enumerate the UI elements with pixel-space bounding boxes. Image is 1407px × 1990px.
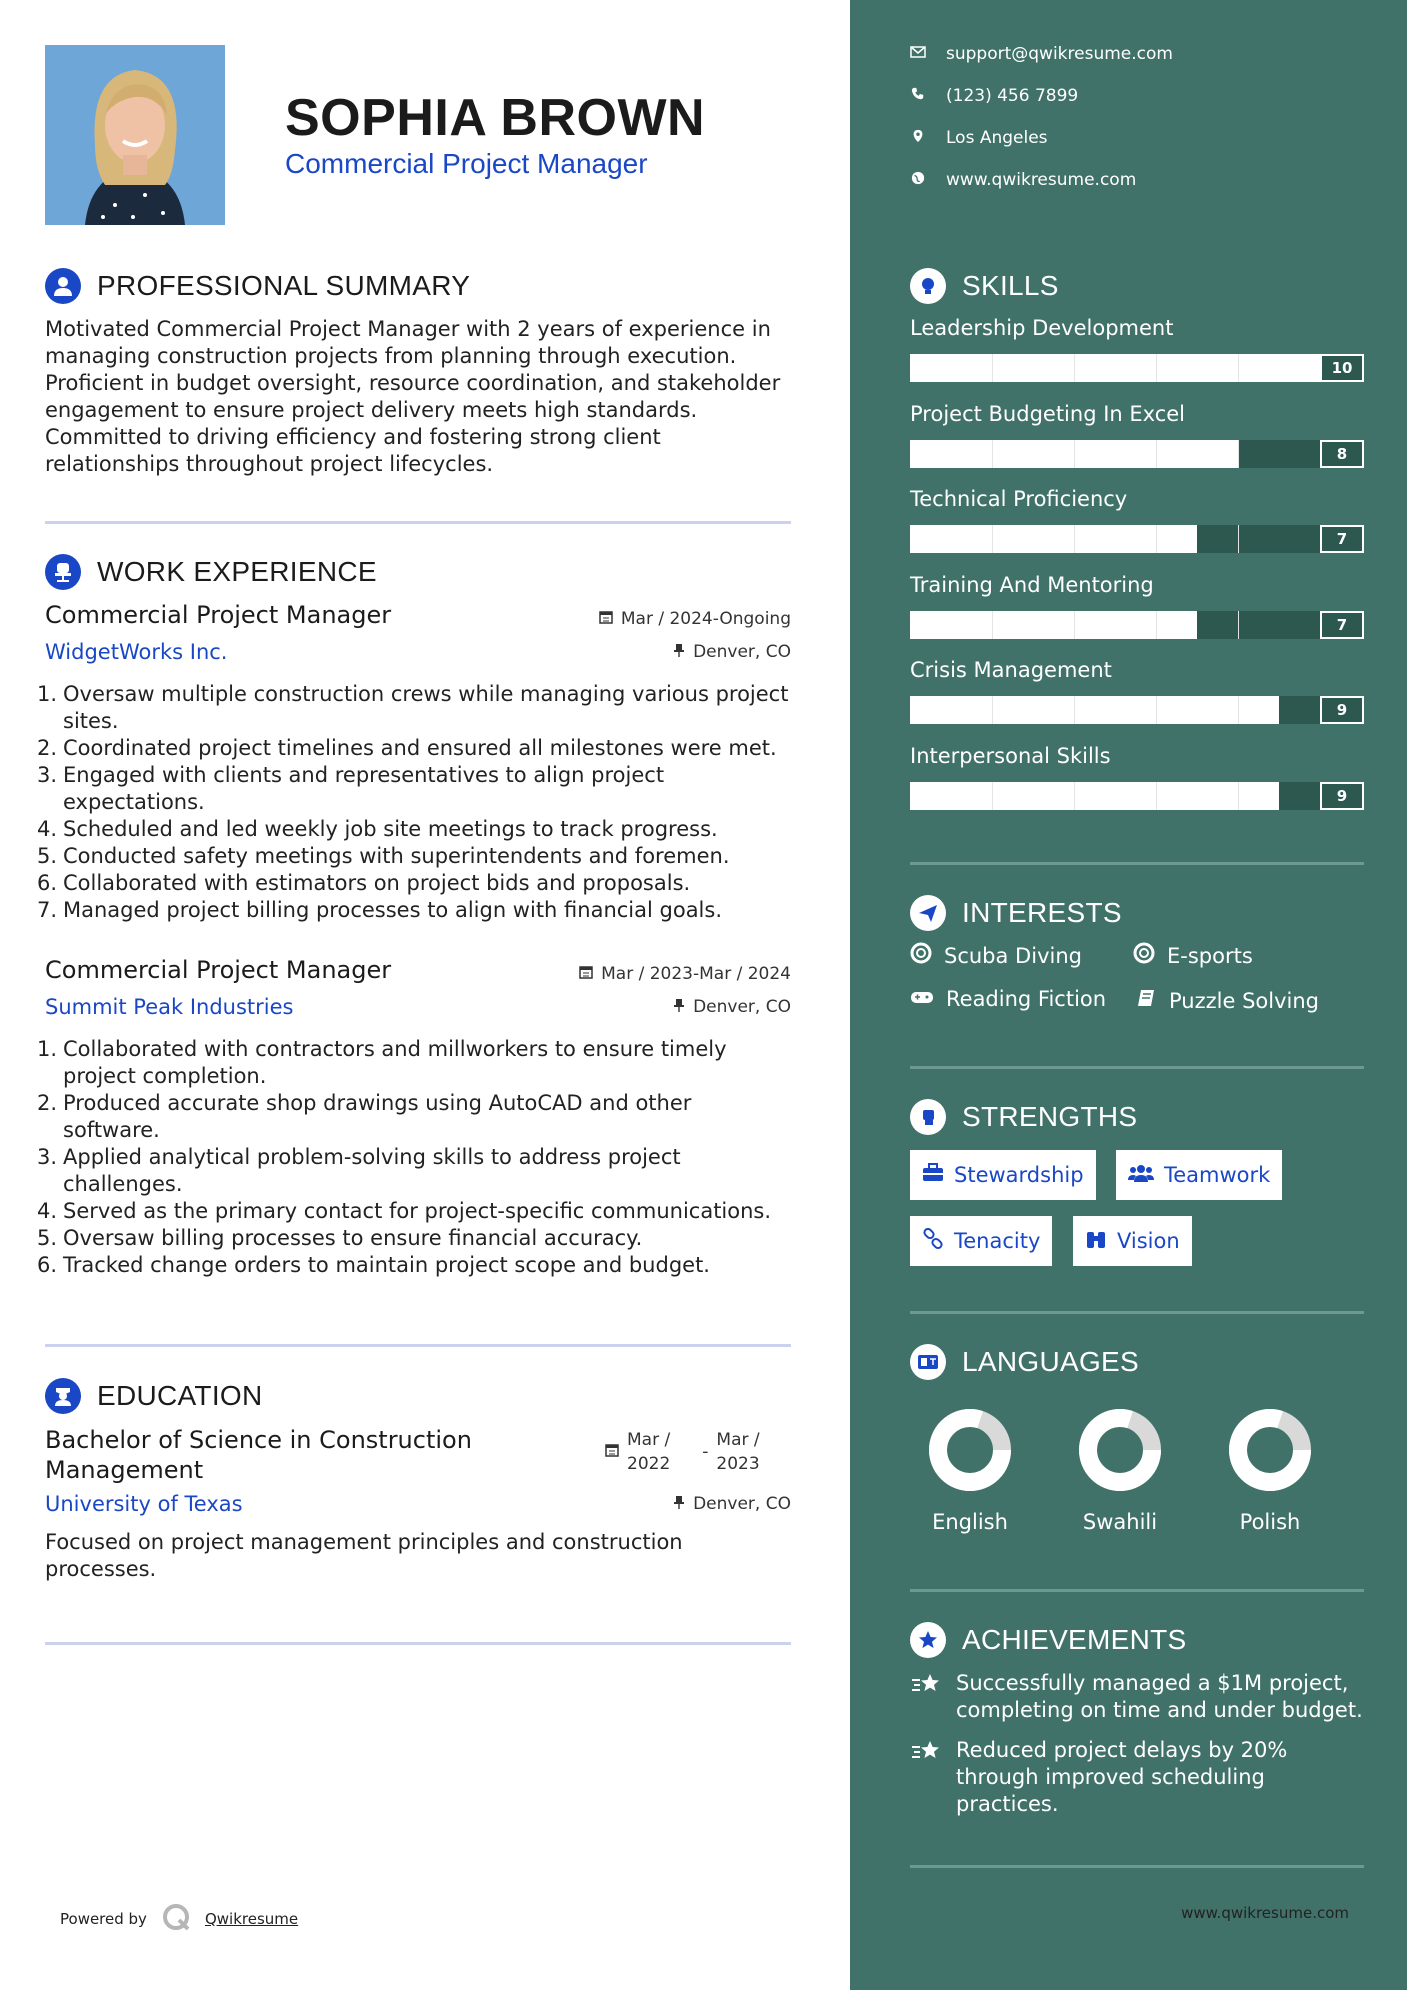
language-level-ring [928, 1408, 1012, 1492]
list-number: 6. [37, 871, 58, 895]
achievements-title: ACHIEVEMENTS [962, 1624, 1187, 1655]
list-text: Produced accurate shop drawings using AutoCAD and other [63, 1091, 692, 1115]
section-divider [910, 1865, 1364, 1868]
skill-bar-segment [1238, 354, 1239, 382]
skill-bar-segment [1238, 611, 1239, 639]
list-text: Oversaw multiple construction crews while managing various project [63, 682, 789, 706]
map-pin-icon [910, 128, 926, 148]
qwikresume-logo-icon [161, 1902, 191, 1936]
skill-rating: 7 [1320, 611, 1364, 639]
interests-heading [910, 895, 1122, 931]
pin-icon [673, 997, 685, 1017]
job-duties-list [37, 1036, 797, 1279]
list-number: 1. [37, 682, 58, 706]
skill-bar-fill [910, 354, 1320, 382]
list-item [37, 1036, 797, 1063]
candidate-name: SOPHIA BROWN [285, 89, 706, 147]
list-item [37, 1117, 797, 1144]
skill-bar-segment [1156, 696, 1157, 724]
interest-item [1135, 987, 1319, 1014]
list-number [37, 708, 63, 735]
list-number: 5. [37, 1226, 58, 1250]
skill-bar-segment [1074, 354, 1075, 382]
list-text: Tracked change orders to maintain project scope and budget. [63, 1253, 710, 1277]
achievement-item [910, 1737, 1370, 1818]
list-item [37, 1090, 797, 1117]
list-text: Coordinated project timelines and ensured all milestones were met. [63, 736, 777, 760]
company-name: WidgetWorks Inc. [45, 640, 228, 664]
summary-text [45, 316, 795, 478]
calendar-icon [599, 609, 613, 629]
interests-title: INTERESTS [962, 897, 1122, 928]
skill-rating: 9 [1320, 696, 1364, 724]
list-item [37, 1252, 797, 1279]
skill-bar-segment [1156, 611, 1157, 639]
calendar-icon [579, 964, 593, 984]
skill-bar-segment [1156, 782, 1157, 810]
date-text: 2022 [627, 1454, 671, 1474]
translate-icon [910, 1344, 946, 1380]
summary-line: engagement to ensure project delivery meets high standards. [45, 398, 698, 422]
job-location [673, 642, 791, 662]
strength-badge [1073, 1216, 1192, 1266]
location-text: Los Angeles [946, 128, 1048, 148]
language-label: English [932, 1510, 1008, 1534]
achievements-heading [910, 1622, 1187, 1658]
summary-line: managing construction projects from planning through execution. [45, 344, 737, 368]
work-title: WORK EXPERIENCE [97, 556, 377, 587]
date-text: Mar / [716, 1430, 760, 1450]
achievement-text [956, 1737, 1287, 1818]
section-divider [45, 1642, 791, 1645]
description-line: Focused on project management principles and construction [45, 1530, 683, 1554]
user-icon [45, 268, 81, 304]
list-text: Managed project billing processes to align with financial goals. [63, 898, 723, 922]
contact-phone [910, 86, 1078, 106]
skill-bar-segment [992, 354, 993, 382]
contact-location [910, 128, 1048, 148]
skill-label: Interpersonal Skills [910, 743, 1111, 768]
lightbulb-icon [910, 268, 946, 304]
achievement-line: practices. [956, 1792, 1059, 1816]
section-divider [910, 1066, 1364, 1069]
list-text: Applied analytical problem-solving skills to address project [63, 1145, 681, 1169]
brand-link[interactable]: Qwikresume [204, 1910, 299, 1928]
skill-label: Leadership Development [910, 316, 1174, 340]
skill-bar [910, 611, 1364, 639]
list-number: 3. [37, 763, 58, 787]
job-date-text: Mar / 2023-Mar / 2024 [601, 964, 791, 984]
list-text: Served as the primary contact for project-specific communications. [63, 1199, 772, 1223]
skill-bar-segment [1074, 611, 1075, 639]
skill-rating: 10 [1320, 354, 1364, 382]
skills-heading [910, 268, 1059, 304]
footer-powered-by [60, 1902, 298, 1936]
skill-bar [910, 354, 1364, 382]
list-item [37, 1198, 797, 1225]
degree-line: Management [45, 1456, 204, 1484]
list-number: 4. [37, 1199, 58, 1223]
strengths-heading [910, 1099, 1137, 1135]
company-name: Summit Peak Industries [45, 995, 294, 1019]
strengths-title: STRENGTHS [962, 1101, 1138, 1132]
achievement-text [956, 1670, 1363, 1724]
strength-label: Vision [1117, 1229, 1180, 1253]
contact-website [910, 170, 1136, 190]
list-text: sites. [63, 709, 119, 733]
job-location-text: Denver, CO [693, 997, 791, 1017]
skill-bar-fill [910, 696, 1279, 724]
skill-bar-segment [1238, 696, 1239, 724]
list-item [37, 789, 797, 816]
calendar-icon [605, 1440, 619, 1464]
interest-label: Scuba Diving [944, 943, 1082, 968]
list-item [37, 843, 797, 870]
chair-icon [45, 554, 81, 590]
list-item [37, 1225, 797, 1252]
phone-icon [910, 86, 926, 106]
list-text: Conducted safety meetings with superintendents and foremen. [63, 844, 730, 868]
achievement-item [910, 1670, 1370, 1724]
skill-bar-segment [1074, 440, 1075, 468]
list-item [37, 1144, 797, 1171]
language-label: Swahili [1082, 1510, 1158, 1534]
achievement-line: Reduced project delays by 20% [956, 1738, 1288, 1762]
languages-title: LANGUAGES [962, 1346, 1139, 1377]
section-divider [910, 1311, 1364, 1314]
job-date [599, 609, 791, 629]
education-description [45, 1529, 795, 1583]
list-text: Collaborated with estimators on project bids and proposals. [63, 871, 691, 895]
candidate-title: Commercial Project Manager [285, 148, 648, 179]
website-link[interactable]: www.qwikresume.com [946, 170, 1137, 190]
strength-label: Teamwork [1164, 1163, 1271, 1187]
achievement-line: Successfully managed a $1M project, [956, 1671, 1349, 1695]
education-heading [45, 1378, 263, 1414]
skill-label: Training And Mentoring [910, 572, 1154, 597]
skill-label: Technical Proficiency [910, 487, 1128, 511]
list-number: 2. [37, 1091, 58, 1115]
job-title: Commercial Project Manager [45, 956, 392, 984]
book-icon [1135, 987, 1157, 1014]
interest-label: Reading Fiction [946, 987, 1107, 1011]
school-location [673, 1494, 791, 1514]
achievement-line: completing on time and under budget. [956, 1698, 1363, 1722]
list-number: 3. [37, 1145, 58, 1169]
job-location-text: Denver, CO [693, 642, 791, 662]
list-number [37, 1063, 63, 1090]
languages-heading [910, 1344, 1139, 1380]
list-number [37, 1171, 63, 1198]
list-item [37, 1063, 797, 1090]
list-text: challenges. [63, 1172, 183, 1196]
skill-bar [910, 525, 1364, 553]
summary-heading [45, 268, 470, 304]
education-title: EDUCATION [97, 1380, 263, 1411]
language-label: Polish [1239, 1510, 1301, 1534]
skill-rating: 8 [1320, 440, 1364, 468]
job-location [673, 997, 791, 1017]
star-badge-icon [910, 1622, 946, 1658]
skill-rating: 7 [1320, 525, 1364, 553]
skill-bar [910, 782, 1364, 810]
interest-label: Puzzle Solving [1169, 988, 1319, 1013]
list-item [37, 870, 797, 897]
gamepad-icon [910, 987, 934, 1011]
skill-bar-segment [1074, 696, 1075, 724]
list-text: Oversaw billing processes to ensure financial accuracy. [63, 1226, 643, 1250]
date-end [716, 1428, 759, 1476]
interest-label: E-sports [1167, 943, 1253, 968]
strength-badge [910, 1150, 1096, 1200]
list-number: 1. [37, 1037, 58, 1061]
skill-bar-segment [992, 440, 993, 468]
life-ring-icon [1133, 942, 1155, 969]
date-text: Mar / [627, 1430, 671, 1450]
list-text: Collaborated with contractors and millworkers to ensure timely [63, 1037, 727, 1061]
skill-bar-fill [910, 782, 1279, 810]
summary-line: Proficient in budget oversight, resource coordination, and stakeholder [45, 371, 781, 395]
list-number: 7. [37, 898, 58, 922]
skill-bar-segment [1156, 525, 1157, 553]
section-divider [910, 862, 1364, 865]
envelope-icon [910, 44, 926, 64]
skill-bar-fill [910, 611, 1197, 639]
skill-bar-segment [1238, 525, 1239, 553]
list-text: project completion. [63, 1064, 267, 1088]
skill-bar [910, 440, 1364, 468]
email-text[interactable]: support@qwikresume.com [946, 44, 1173, 64]
life-ring-icon [910, 942, 932, 969]
briefcase-icon [922, 1163, 944, 1188]
date-start [627, 1428, 670, 1476]
summary-title: PROFESSIONAL SUMMARY [97, 270, 471, 301]
skill-label: Project Budgeting In Excel [910, 401, 1186, 426]
graduate-icon [45, 1378, 81, 1414]
list-number [37, 1117, 63, 1144]
summary-line: relationships throughout project lifecycles. [45, 452, 494, 476]
interest-item [910, 942, 1082, 969]
skill-bar-segment [992, 611, 993, 639]
binoculars-icon [1085, 1228, 1107, 1255]
section-divider [45, 1344, 791, 1347]
profile-photo [45, 45, 225, 225]
skill-bar-segment [992, 696, 993, 724]
work-heading [45, 554, 377, 590]
list-number [37, 789, 63, 816]
language-level-ring [1078, 1408, 1162, 1492]
paper-plane-icon [910, 895, 946, 931]
skill-bar-segment [1074, 525, 1075, 553]
strength-label: Stewardship [954, 1163, 1084, 1187]
section-divider [45, 521, 791, 524]
interest-item [1133, 942, 1253, 969]
skill-bar-segment [1238, 782, 1239, 810]
description-line: processes. [45, 1557, 157, 1581]
language-level-ring [1228, 1408, 1312, 1492]
list-item [37, 708, 797, 735]
job-date [579, 964, 791, 984]
skill-bar-segment [992, 782, 993, 810]
school-location-text: Denver, CO [693, 1494, 791, 1514]
summary-line: Motivated Commercial Project Manager with 2 years of experience in [45, 317, 771, 341]
section-divider [910, 1589, 1364, 1592]
list-text: expectations. [63, 790, 205, 814]
job-date-text: Mar / 2024-Ongoing [620, 609, 791, 629]
skill-bar-segment [1156, 440, 1157, 468]
strength-badge [1116, 1150, 1282, 1200]
list-item [37, 897, 797, 924]
list-item [37, 735, 797, 762]
contact-email [910, 44, 1173, 64]
link-icon [922, 1228, 944, 1255]
interest-item [910, 987, 1106, 1011]
phone-text: (123) 456 7899 [946, 86, 1079, 106]
list-item [37, 762, 797, 789]
school-name: University of Texas [45, 1492, 243, 1516]
education-dates [605, 1428, 760, 1476]
footer-url: www.qwikresume.com [1181, 1904, 1349, 1922]
list-item [37, 1171, 797, 1198]
skill-label: Crisis Management [910, 658, 1112, 682]
shooting-star-icon [910, 1737, 944, 1818]
degree-line: Bachelor of Science in Construction [45, 1426, 472, 1454]
list-number: 2. [37, 736, 58, 760]
skill-bar [910, 696, 1364, 724]
strength-badge [910, 1216, 1052, 1266]
skill-bar-segment [992, 525, 993, 553]
list-text: Scheduled and led weekly job site meetings to track progress. [63, 817, 718, 841]
pin-icon [673, 642, 685, 662]
list-number: 5. [37, 844, 58, 868]
list-number: 6. [37, 1253, 58, 1277]
degree-title [45, 1425, 472, 1485]
achievement-line: through improved scheduling [956, 1765, 1265, 1789]
shooting-star-icon [910, 1670, 944, 1724]
globe-icon [910, 170, 926, 190]
skill-rating: 9 [1320, 782, 1364, 810]
skills-title: SKILLS [962, 270, 1059, 301]
date-text: 2023 [716, 1454, 760, 1474]
skill-bar-segment [1074, 782, 1075, 810]
skill-bar-fill [910, 525, 1197, 553]
list-text: software. [63, 1118, 160, 1142]
list-item [37, 681, 797, 708]
list-number: 4. [37, 817, 58, 841]
powered-by-text: Powered by [60, 1910, 147, 1928]
job-title: Commercial Project Manager [45, 601, 392, 629]
strength-label: Tenacity [954, 1229, 1041, 1253]
users-icon [1128, 1163, 1154, 1188]
summary-line: Committed to driving efficiency and fostering strong client [45, 425, 661, 449]
job-duties-list [37, 681, 797, 924]
fist-icon [910, 1099, 946, 1135]
skill-bar-segment [1156, 354, 1157, 382]
skill-bar-segment [1238, 440, 1239, 468]
date-separator: - [702, 1442, 709, 1462]
list-text: Engaged with clients and representatives to align project [63, 763, 665, 787]
list-item [37, 816, 797, 843]
pin-icon [673, 1494, 685, 1514]
